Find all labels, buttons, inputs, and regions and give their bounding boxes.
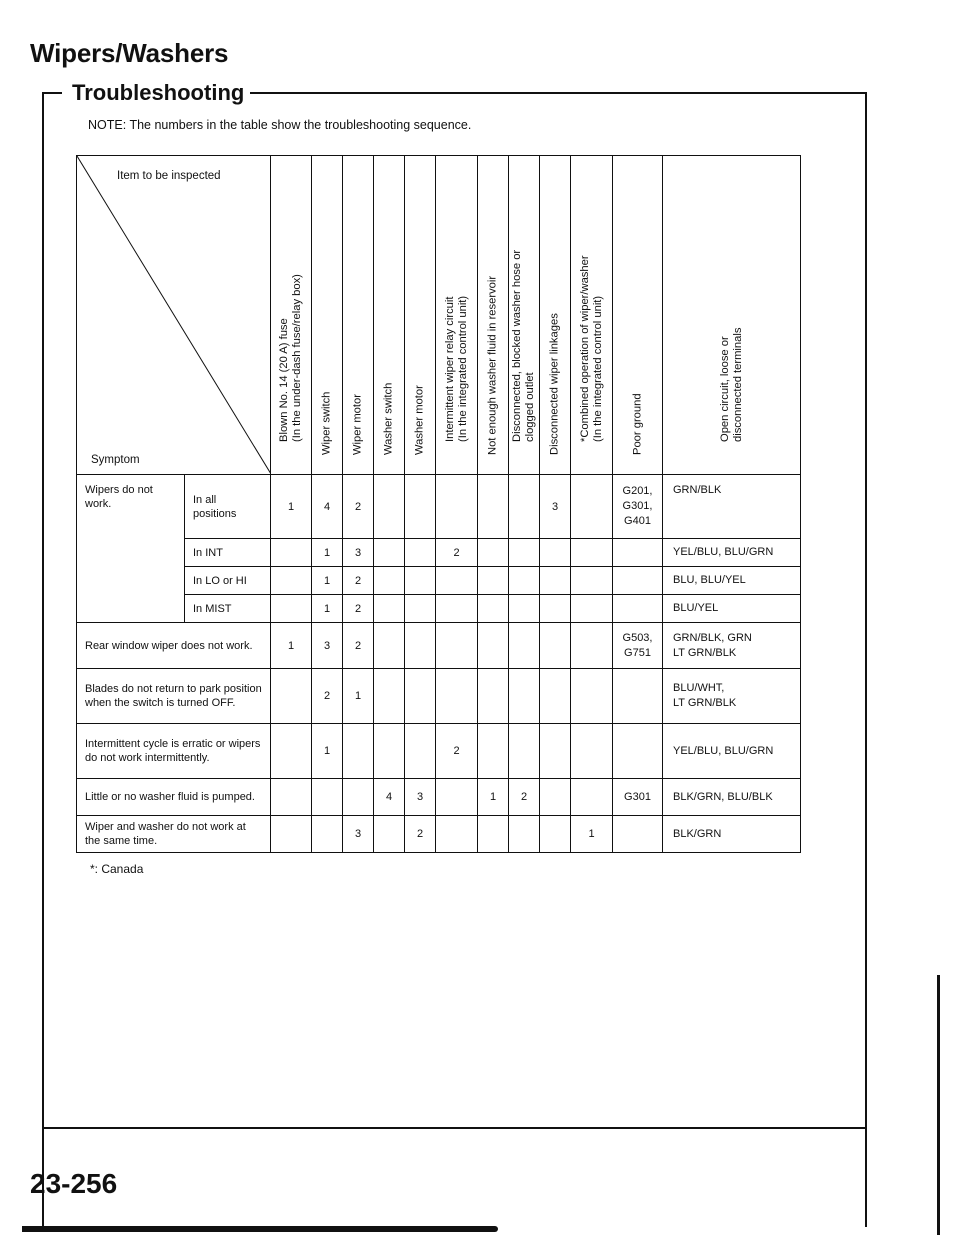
sequence-cell (571, 595, 613, 623)
sequence-cell (540, 669, 571, 724)
sequence-cell (509, 539, 540, 567)
column-header-label: Blown No. 14 (20 A) fuse (In the under-dash fuse/relay box) (278, 274, 303, 442)
ground-cell: G201, G301, G401 (613, 475, 663, 539)
section-rule-left (42, 92, 62, 94)
sequence-cell (509, 816, 540, 853)
sequence-cell (405, 475, 436, 539)
column-header (405, 156, 436, 475)
sequence-cell (571, 779, 613, 816)
frame-left-border (42, 92, 44, 1227)
column-header (312, 156, 343, 475)
sequence-cell (571, 539, 613, 567)
wire-colors-cell: BLU/YEL (663, 595, 801, 623)
sequence-cell (571, 567, 613, 595)
sequence-cell (436, 595, 478, 623)
sequence-cell: 2 (343, 475, 374, 539)
sequence-cell (436, 779, 478, 816)
sequence-cell (478, 724, 509, 779)
sequence-cell: 2 (343, 595, 374, 623)
symptom-cell: Little or no washer fluid is pumped. (77, 779, 271, 816)
sequence-cell: 1 (312, 567, 343, 595)
column-header (509, 156, 540, 475)
sequence-cell (478, 816, 509, 853)
troubleshooting-table-wrap (76, 155, 801, 853)
symptom-cell: Wipers do not work. (77, 475, 185, 623)
sequence-cell (436, 623, 478, 669)
sequence-cell: 1 (271, 623, 312, 669)
sequence-cell (271, 567, 312, 595)
table-row (77, 595, 801, 623)
sequence-cell (478, 669, 509, 724)
wire-colors-cell: GRN/BLK (663, 475, 801, 539)
footer-rule (22, 1226, 498, 1232)
section-title: Troubleshooting (72, 80, 254, 106)
column-header-label: Poor ground (631, 393, 643, 455)
ground-cell (613, 539, 663, 567)
wire-colors-cell: BLU/WHT, LT GRN/BLK (663, 669, 801, 724)
sequence-cell (571, 669, 613, 724)
sequence-cell: 3 (343, 816, 374, 853)
table-row (77, 475, 801, 539)
sequence-cell (405, 623, 436, 669)
edge-mark (937, 975, 940, 1235)
frame-bottom-border (42, 1127, 867, 1129)
sequence-cell: 3 (312, 623, 343, 669)
table-row (77, 539, 801, 567)
sequence-cell (540, 623, 571, 669)
table-row (77, 623, 801, 669)
sequence-cell (540, 567, 571, 595)
ground-cell (613, 816, 663, 853)
sequence-cell (374, 816, 405, 853)
sequence-cell (478, 567, 509, 595)
sequence-cell: 2 (343, 623, 374, 669)
sequence-cell (571, 724, 613, 779)
sequence-cell: 1 (478, 779, 509, 816)
sub-symptom-cell: In LO or HI (185, 567, 271, 595)
sequence-cell (343, 724, 374, 779)
sequence-cell: 1 (312, 724, 343, 779)
sequence-cell (478, 475, 509, 539)
section-rule (250, 92, 867, 94)
sequence-cell (374, 539, 405, 567)
column-header-label: Intermittent wiper relay circuit (In the integrated control unit) (443, 295, 469, 442)
sequence-cell: 3 (405, 779, 436, 816)
column-header-label: Not enough washer fluid in reservoir (486, 275, 499, 455)
column-header (343, 156, 374, 475)
column-header (613, 156, 663, 475)
footnote: *: Canada (90, 862, 144, 876)
column-header (478, 156, 509, 475)
symptom-cell: Blades do not return to park position when the switch is turned OFF. (77, 669, 271, 724)
table-row (77, 567, 801, 595)
ground-cell (613, 595, 663, 623)
sequence-cell (509, 567, 540, 595)
sequence-cell (374, 623, 405, 669)
sequence-cell (405, 567, 436, 595)
ground-cell (613, 669, 663, 724)
troubleshooting-table (76, 155, 801, 853)
wire-colors-cell: BLU, BLU/YEL (663, 567, 801, 595)
sequence-cell (271, 669, 312, 724)
sequence-cell (271, 816, 312, 853)
sequence-cell (540, 539, 571, 567)
sequence-cell: 1 (271, 475, 312, 539)
sequence-cell: 3 (540, 475, 571, 539)
sequence-cell (405, 539, 436, 567)
corner-diagonal (77, 156, 271, 474)
sequence-cell (374, 724, 405, 779)
symptom-cell: Intermittent cycle is erratic or wipers do not work intermittently. (77, 724, 271, 779)
table-row (77, 669, 801, 724)
ground-cell: G301 (613, 779, 663, 816)
sub-symptom-cell: In all positions (185, 475, 271, 539)
sequence-cell: 1 (343, 669, 374, 724)
sequence-cell (509, 475, 540, 539)
sequence-cell (436, 567, 478, 595)
sequence-cell: 1 (312, 595, 343, 623)
sequence-cell (436, 475, 478, 539)
column-header-label: Wiper motor (351, 394, 364, 455)
sequence-cell (271, 724, 312, 779)
sequence-cell (374, 669, 405, 724)
note-text: NOTE: The numbers in the table show the troubleshooting sequence. (88, 118, 472, 132)
sequence-cell: 2 (343, 567, 374, 595)
sequence-cell (271, 595, 312, 623)
sequence-cell: 2 (405, 816, 436, 853)
sequence-cell (405, 669, 436, 724)
column-header-label: Open circuit, loose or disconnected terminals (718, 327, 744, 442)
page-number: 23-256 (30, 1168, 118, 1199)
sequence-cell (540, 816, 571, 853)
sequence-cell (436, 816, 478, 853)
sequence-cell (436, 669, 478, 724)
sequence-cell (478, 539, 509, 567)
wire-colors-cell: BLK/GRN (663, 816, 801, 853)
sequence-cell (374, 595, 405, 623)
sequence-cell: 1 (571, 816, 613, 853)
sequence-cell (540, 724, 571, 779)
table-corner-cell (77, 156, 271, 475)
column-header-label: Disconnected, blocked washer hose or clogged outlet (511, 249, 536, 442)
column-header (271, 156, 312, 475)
sequence-cell (312, 779, 343, 816)
table-row (77, 724, 801, 779)
sequence-cell (571, 623, 613, 669)
column-header (374, 156, 405, 475)
page-title: Wipers/Washers (30, 38, 229, 68)
sequence-cell: 4 (374, 779, 405, 816)
sequence-cell (312, 816, 343, 853)
column-header (571, 156, 613, 475)
wire-colors-cell: BLK/GRN, BLU/BLK (663, 779, 801, 816)
sequence-cell (509, 669, 540, 724)
sequence-cell (374, 567, 405, 595)
frame-right-border (865, 92, 867, 1227)
item-to-be-inspected-label: Item to be inspected (117, 170, 221, 182)
column-header-label: Wiper switch (320, 391, 333, 455)
symptom-cell: Rear window wiper does not work. (77, 623, 271, 669)
sequence-cell (374, 475, 405, 539)
sequence-cell (509, 724, 540, 779)
sequence-cell (571, 475, 613, 539)
column-header-label: Washer motor (413, 385, 426, 455)
sequence-cell (271, 779, 312, 816)
ground-cell (613, 724, 663, 779)
sequence-cell: 2 (312, 669, 343, 724)
sub-symptom-cell: In MIST (185, 595, 271, 623)
sequence-cell (478, 595, 509, 623)
column-header-label: Washer switch (382, 382, 395, 455)
column-header (540, 156, 571, 475)
sequence-cell: 1 (312, 539, 343, 567)
sequence-cell (271, 539, 312, 567)
sequence-cell (405, 595, 436, 623)
sequence-cell (343, 779, 374, 816)
sequence-cell (509, 623, 540, 669)
sequence-cell: 2 (436, 539, 478, 567)
sequence-cell: 3 (343, 539, 374, 567)
ground-cell (613, 567, 663, 595)
column-header (436, 156, 478, 475)
sequence-cell: 2 (436, 724, 478, 779)
column-header-label: *Combined operation of wiper/washer (In the integrated control unit) (578, 255, 604, 442)
sequence-cell (478, 623, 509, 669)
table-row (77, 779, 801, 816)
sequence-cell: 2 (509, 779, 540, 816)
wire-colors-cell: YEL/BLU, BLU/GRN (663, 539, 801, 567)
symptom-cell: Wiper and washer do not work at the same time. (77, 816, 271, 853)
column-header (663, 156, 801, 475)
sequence-cell (405, 724, 436, 779)
sequence-cell (509, 595, 540, 623)
sequence-cell (540, 779, 571, 816)
table-row (77, 816, 801, 853)
sequence-cell (540, 595, 571, 623)
wire-colors-cell: YEL/BLU, BLU/GRN (663, 724, 801, 779)
wire-colors-cell: GRN/BLK, GRN LT GRN/BLK (663, 623, 801, 669)
symptom-label: Symptom (91, 454, 140, 466)
sequence-cell: 4 (312, 475, 343, 539)
sub-symptom-cell: In INT (185, 539, 271, 567)
column-header-label: Disconnected wiper linkages (548, 313, 561, 455)
ground-cell: G503, G751 (613, 623, 663, 669)
